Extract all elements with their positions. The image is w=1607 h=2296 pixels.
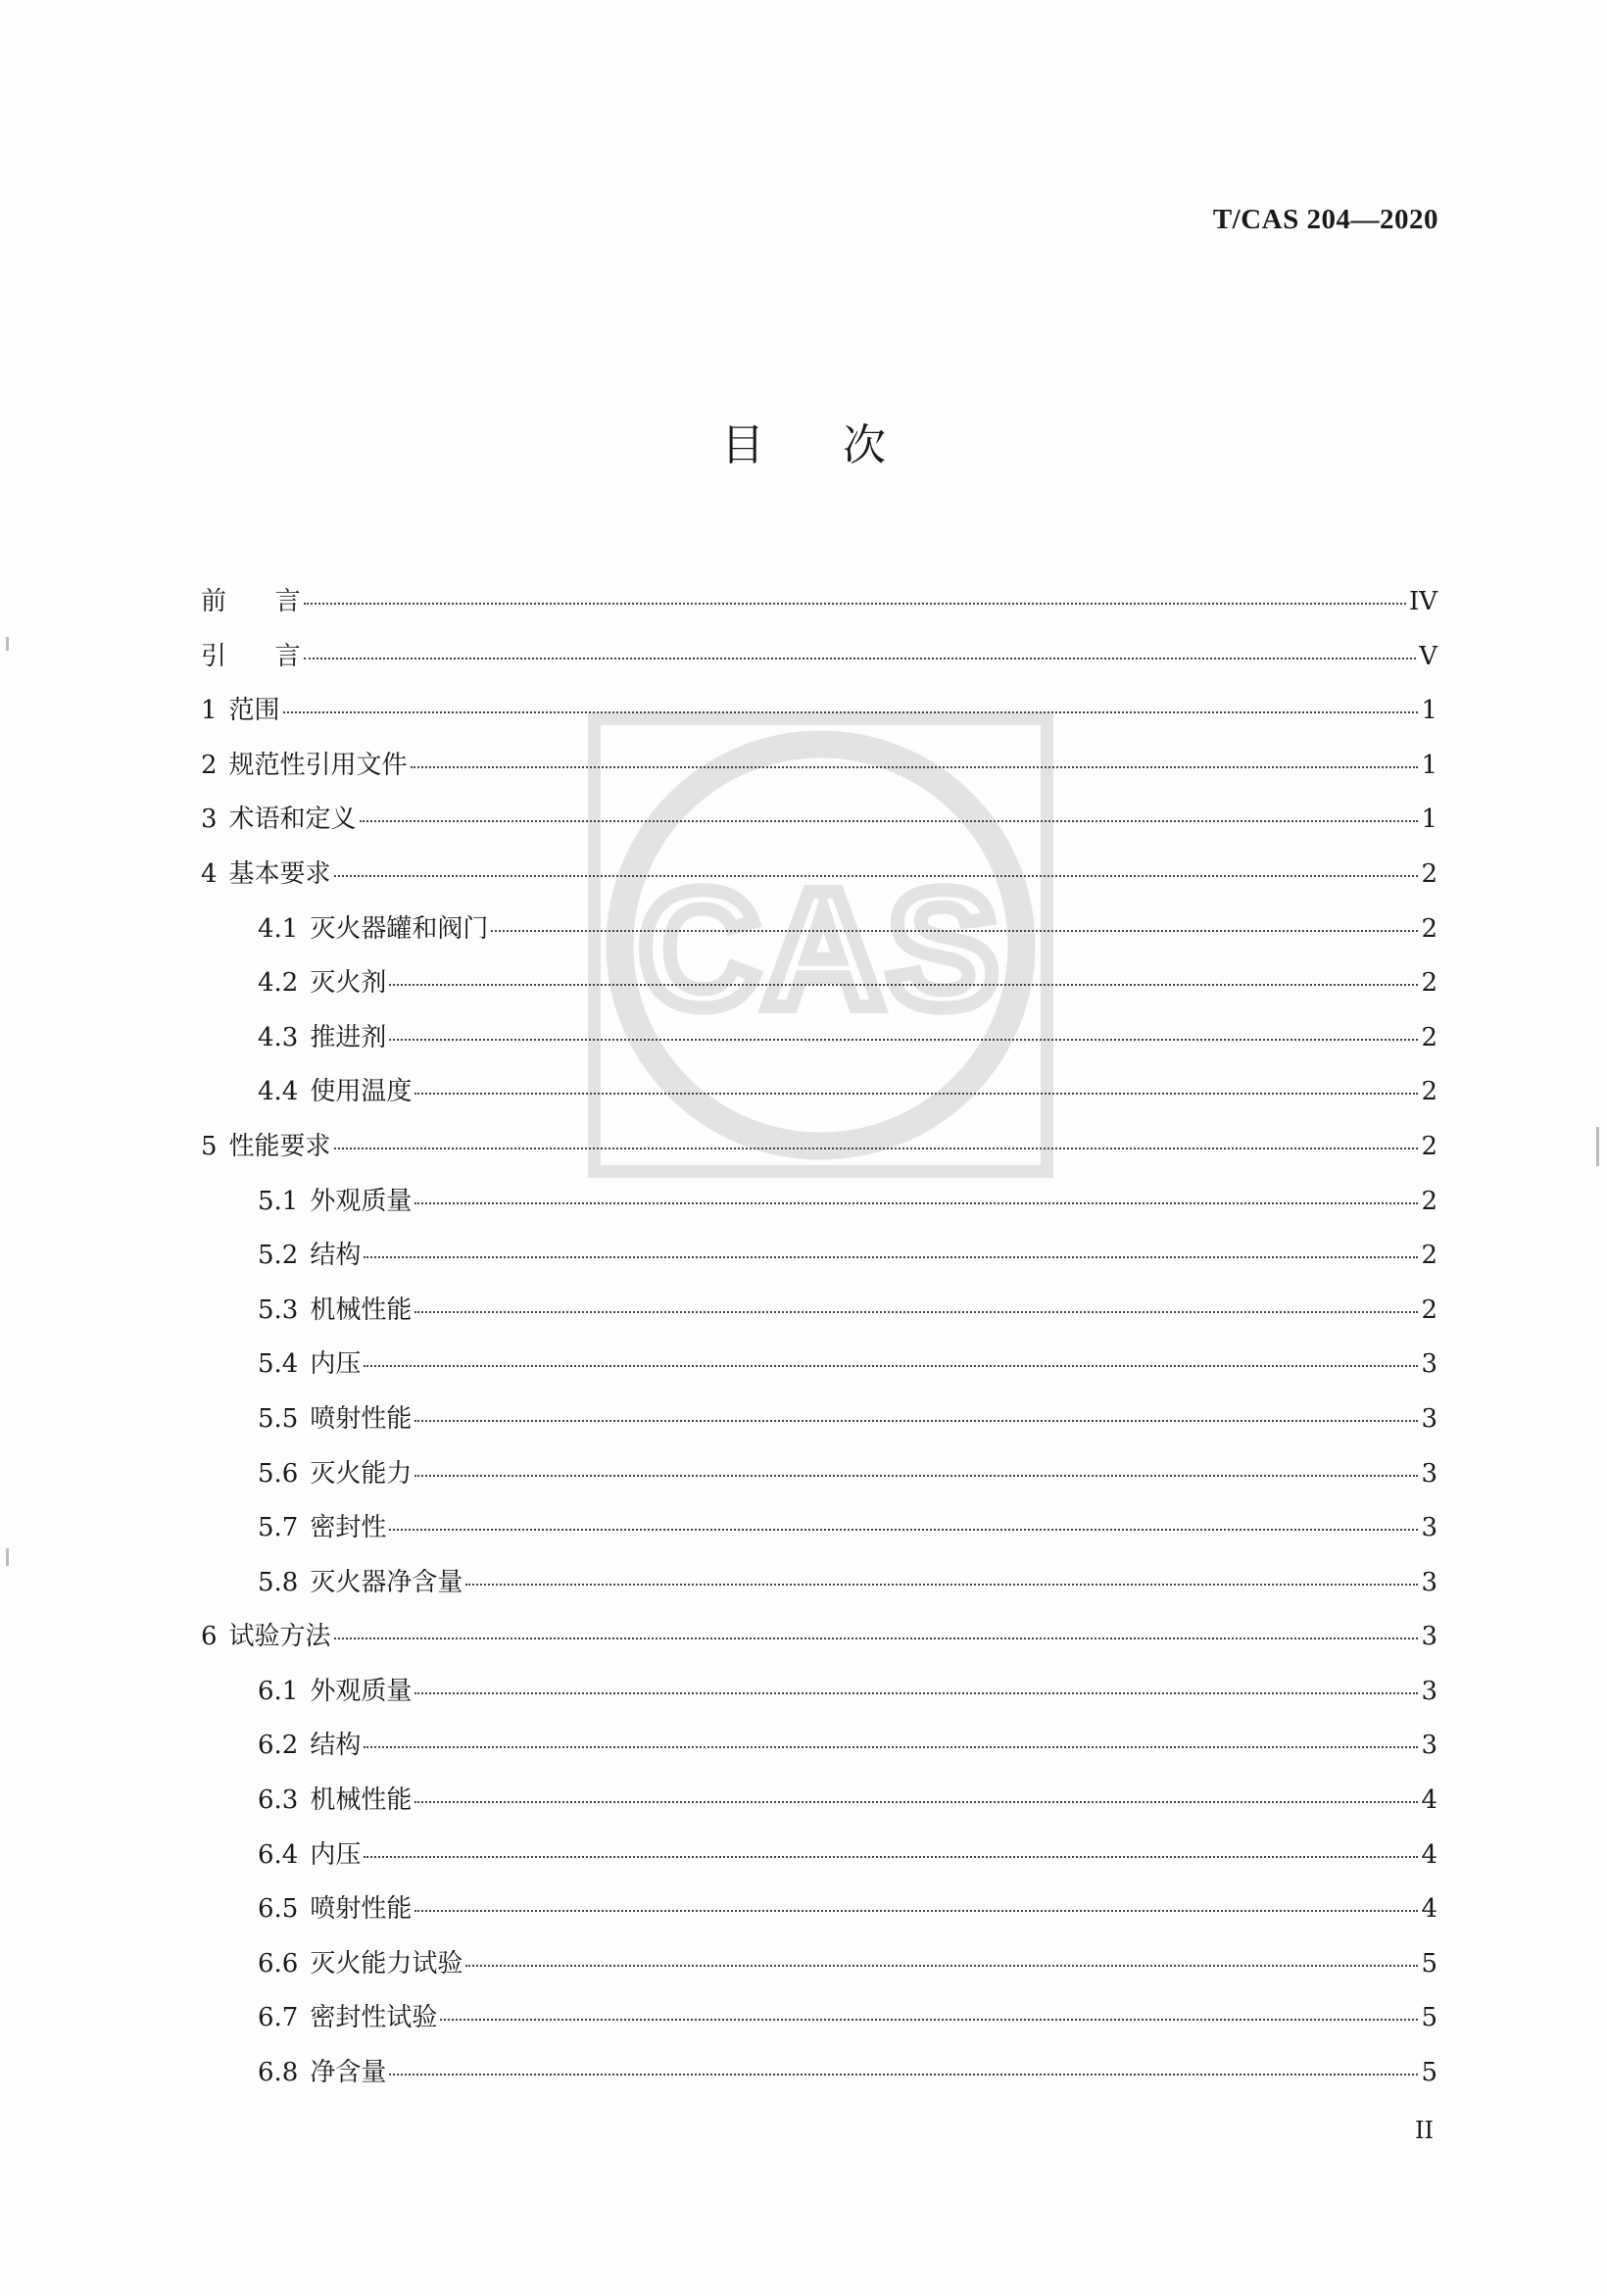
toc-leader-dots (334, 1637, 1419, 1639)
toc-entry-label: 灭火器净含量 (310, 1567, 463, 1597)
toc-entry-label: 净含量 (310, 2058, 387, 2088)
toc-entry[interactable] (201, 1071, 1437, 1126)
toc-leader-dots (414, 1692, 1418, 1694)
toc-entry-number: 6.5 (258, 1894, 299, 1925)
toc-entry-label: 密封性试验 (310, 2003, 438, 2033)
toc-entry[interactable] (201, 1290, 1437, 1344)
toc-entry-page: 2 (1421, 913, 1437, 944)
toc-entry-label: 外观质量 (310, 1186, 413, 1216)
toc-entry[interactable] (201, 1997, 1437, 2052)
toc-entry-page: 2 (1421, 1077, 1437, 1107)
toc-entry-number: 6.8 (258, 2058, 299, 2088)
toc-entry-number: 5.8 (258, 1567, 299, 1597)
toc-entry-label: 使用温度 (310, 1077, 413, 1107)
toc-entry-page: 2 (1421, 858, 1437, 889)
toc-entry-number: 4.3 (258, 1022, 299, 1052)
toc-leader-dots (414, 1202, 1418, 1204)
toc-entry-page: 1 (1421, 750, 1437, 780)
toc-entry-number: 4.2 (258, 968, 299, 999)
toc-entry-number: 6.4 (258, 1839, 299, 1870)
toc-leader-dots (304, 658, 1417, 659)
toc-entry-label: 术语和定义 (228, 805, 357, 835)
toc-entry-number: 6.3 (258, 1785, 299, 1816)
scan-edge-mark (6, 637, 9, 651)
toc-entry-label: 喷射性能 (310, 1894, 413, 1925)
toc-entry-number: 6 (201, 1622, 218, 1652)
toc-entry-label: 规范性引用文件 (228, 750, 408, 780)
toc-entry[interactable] (201, 2052, 1437, 2107)
toc-entry-number: 1 (201, 696, 218, 726)
toc-entry-number: 6.1 (258, 1676, 299, 1706)
toc-entry-page: 2 (1421, 1295, 1437, 1325)
toc-entry-page: 3 (1421, 1513, 1437, 1543)
toc-leader-dots (364, 1856, 1418, 1858)
toc-entry-page: 3 (1421, 1567, 1437, 1597)
toc-entry-label: 灭火器罐和阀门 (310, 913, 489, 944)
toc-leader-dots (414, 1475, 1418, 1477)
toc-entry[interactable] (201, 690, 1437, 745)
page-number: II (1415, 2117, 1434, 2144)
toc-entry-page: 2 (1421, 1241, 1437, 1271)
toc-entry-number: 5.3 (258, 1295, 299, 1325)
toc-entry[interactable] (201, 1834, 1437, 1889)
toc-entry-label: 灭火能力试验 (310, 1948, 463, 1978)
toc-leader-dots (389, 1039, 1418, 1041)
toc-entry[interactable] (201, 1671, 1437, 1726)
toc-leader-dots (414, 1910, 1418, 1912)
toc-leader-dots (389, 2074, 1418, 2076)
toc-entry-number: 5.6 (258, 1458, 299, 1489)
toc-entry-number: 5.1 (258, 1186, 299, 1216)
toc-leader-dots (440, 2019, 1418, 2021)
toc-entry-page: 2 (1421, 1131, 1437, 1161)
toc-entry-page: 5 (1421, 2058, 1437, 2088)
toc-entry-label: 引 言 (201, 641, 301, 671)
toc-leader-dots (414, 1801, 1418, 1803)
toc-entry-number: 2 (201, 750, 218, 780)
toc-leader-dots (283, 711, 1419, 713)
toc-leader-dots (414, 1311, 1418, 1313)
toc-entry-page: 2 (1421, 968, 1437, 999)
toc-entry-number: 5 (201, 1131, 218, 1161)
toc-entry[interactable] (201, 1398, 1437, 1453)
toc-leader-dots (414, 1420, 1418, 1422)
toc-entry[interactable] (201, 745, 1437, 800)
toc-entry[interactable] (201, 1616, 1437, 1671)
toc-entry[interactable] (201, 1507, 1437, 1562)
toc-entry[interactable] (201, 581, 1437, 636)
toc-entry-page: V (1419, 641, 1437, 671)
toc-entry-number: 4 (201, 858, 218, 889)
toc-entry-page: 4 (1421, 1894, 1437, 1925)
toc-entry[interactable] (201, 1343, 1437, 1398)
toc-entry-page: 4 (1421, 1785, 1437, 1816)
toc-leader-dots (389, 1529, 1418, 1531)
toc-entry-label: 前 言 (201, 587, 301, 616)
toc-entry-label: 内压 (310, 1349, 362, 1380)
toc-entry[interactable] (201, 962, 1437, 1017)
toc-entry-label: 结构 (310, 1241, 362, 1271)
toc-entry[interactable] (201, 908, 1437, 963)
toc-entry-number: 6.7 (258, 2003, 299, 2033)
toc-leader-dots (360, 820, 1419, 822)
toc-leader-dots (334, 1148, 1419, 1149)
toc-entry-page: 3 (1421, 1731, 1437, 1761)
toc-entry-label: 喷射性能 (310, 1403, 413, 1434)
toc-entry-number: 4.4 (258, 1077, 299, 1107)
toc-entry-page: 2 (1421, 1186, 1437, 1216)
toc-entry[interactable] (201, 636, 1437, 691)
toc-entry-number: 5.2 (258, 1241, 299, 1271)
toc-entry[interactable] (201, 1017, 1437, 1072)
toc-entry[interactable] (201, 1126, 1437, 1181)
toc-entry[interactable] (201, 1181, 1437, 1236)
toc-entry[interactable] (201, 1888, 1437, 1943)
toc-entry[interactable] (201, 1725, 1437, 1780)
toc-leader-dots (389, 984, 1418, 986)
toc-entry-number: 5.5 (258, 1403, 299, 1434)
toc-leader-dots (414, 1093, 1418, 1095)
toc-entry-label: 范围 (228, 696, 280, 726)
toc-entry[interactable] (201, 799, 1437, 854)
toc-entry[interactable] (201, 854, 1437, 908)
toc-entry-page: 2 (1421, 1022, 1437, 1052)
toc-entry-page: 4 (1421, 1839, 1437, 1870)
toc-leader-dots (364, 1365, 1418, 1367)
toc-entry-label: 密封性 (310, 1513, 387, 1543)
toc-leader-dots (411, 766, 1419, 768)
toc-leader-dots (304, 603, 1406, 605)
table-of-contents (201, 581, 1437, 2107)
scan-edge-mark (6, 1548, 9, 1566)
toc-leader-dots (364, 1256, 1418, 1258)
toc-entry-number: 5.7 (258, 1513, 299, 1543)
toc-entry-page: 5 (1421, 1948, 1437, 1978)
toc-entry-page: IV (1408, 587, 1437, 616)
toc-leader-dots (465, 1584, 1418, 1586)
toc-entry-label: 机械性能 (310, 1295, 413, 1325)
toc-leader-dots (334, 875, 1419, 877)
toc-entry-label: 推进剂 (310, 1022, 387, 1052)
toc-entry[interactable] (201, 1453, 1437, 1508)
toc-entry-number: 6.2 (258, 1731, 299, 1761)
toc-leader-dots (465, 1965, 1418, 1967)
toc-leader-dots (491, 930, 1418, 932)
scan-edge-mark (1596, 1127, 1599, 1166)
toc-entry-number: 6.6 (258, 1948, 299, 1978)
toc-entry-page: 3 (1421, 1622, 1437, 1652)
toc-entry-number: 3 (201, 805, 218, 835)
standard-code: T/CAS 204—2020 (1212, 204, 1438, 235)
toc-entry-page: 1 (1421, 805, 1437, 835)
toc-entry-label: 性能要求 (228, 1131, 331, 1161)
toc-entry-page: 3 (1421, 1676, 1437, 1706)
toc-leader-dots (364, 1746, 1418, 1748)
toc-entry-page: 3 (1421, 1458, 1437, 1489)
toc-entry[interactable] (201, 1943, 1437, 1998)
toc-entry-page: 3 (1421, 1349, 1437, 1380)
watermark-text: CAS (639, 856, 1002, 1043)
toc-entry-page: 3 (1421, 1403, 1437, 1434)
toc-entry-number: 5.4 (258, 1349, 299, 1380)
toc-entry-label: 灭火剂 (310, 968, 387, 999)
toc-entry-label: 机械性能 (310, 1785, 413, 1816)
toc-entry[interactable] (201, 1235, 1437, 1290)
toc-entry-label: 基本要求 (228, 858, 331, 889)
toc-entry-number: 4.1 (258, 913, 299, 944)
toc-entry-label: 外观质量 (310, 1676, 413, 1706)
toc-entry-label: 内压 (310, 1839, 362, 1870)
toc-entry-label: 试验方法 (228, 1622, 331, 1652)
toc-entry-page: 1 (1421, 696, 1437, 726)
page-title: 目次 (721, 420, 964, 470)
toc-entry[interactable] (201, 1562, 1437, 1617)
toc-entry-label: 灭火能力 (310, 1458, 413, 1489)
toc-entry-page: 5 (1421, 2003, 1437, 2033)
toc-entry-label: 结构 (310, 1731, 362, 1761)
toc-entry[interactable] (201, 1780, 1437, 1834)
